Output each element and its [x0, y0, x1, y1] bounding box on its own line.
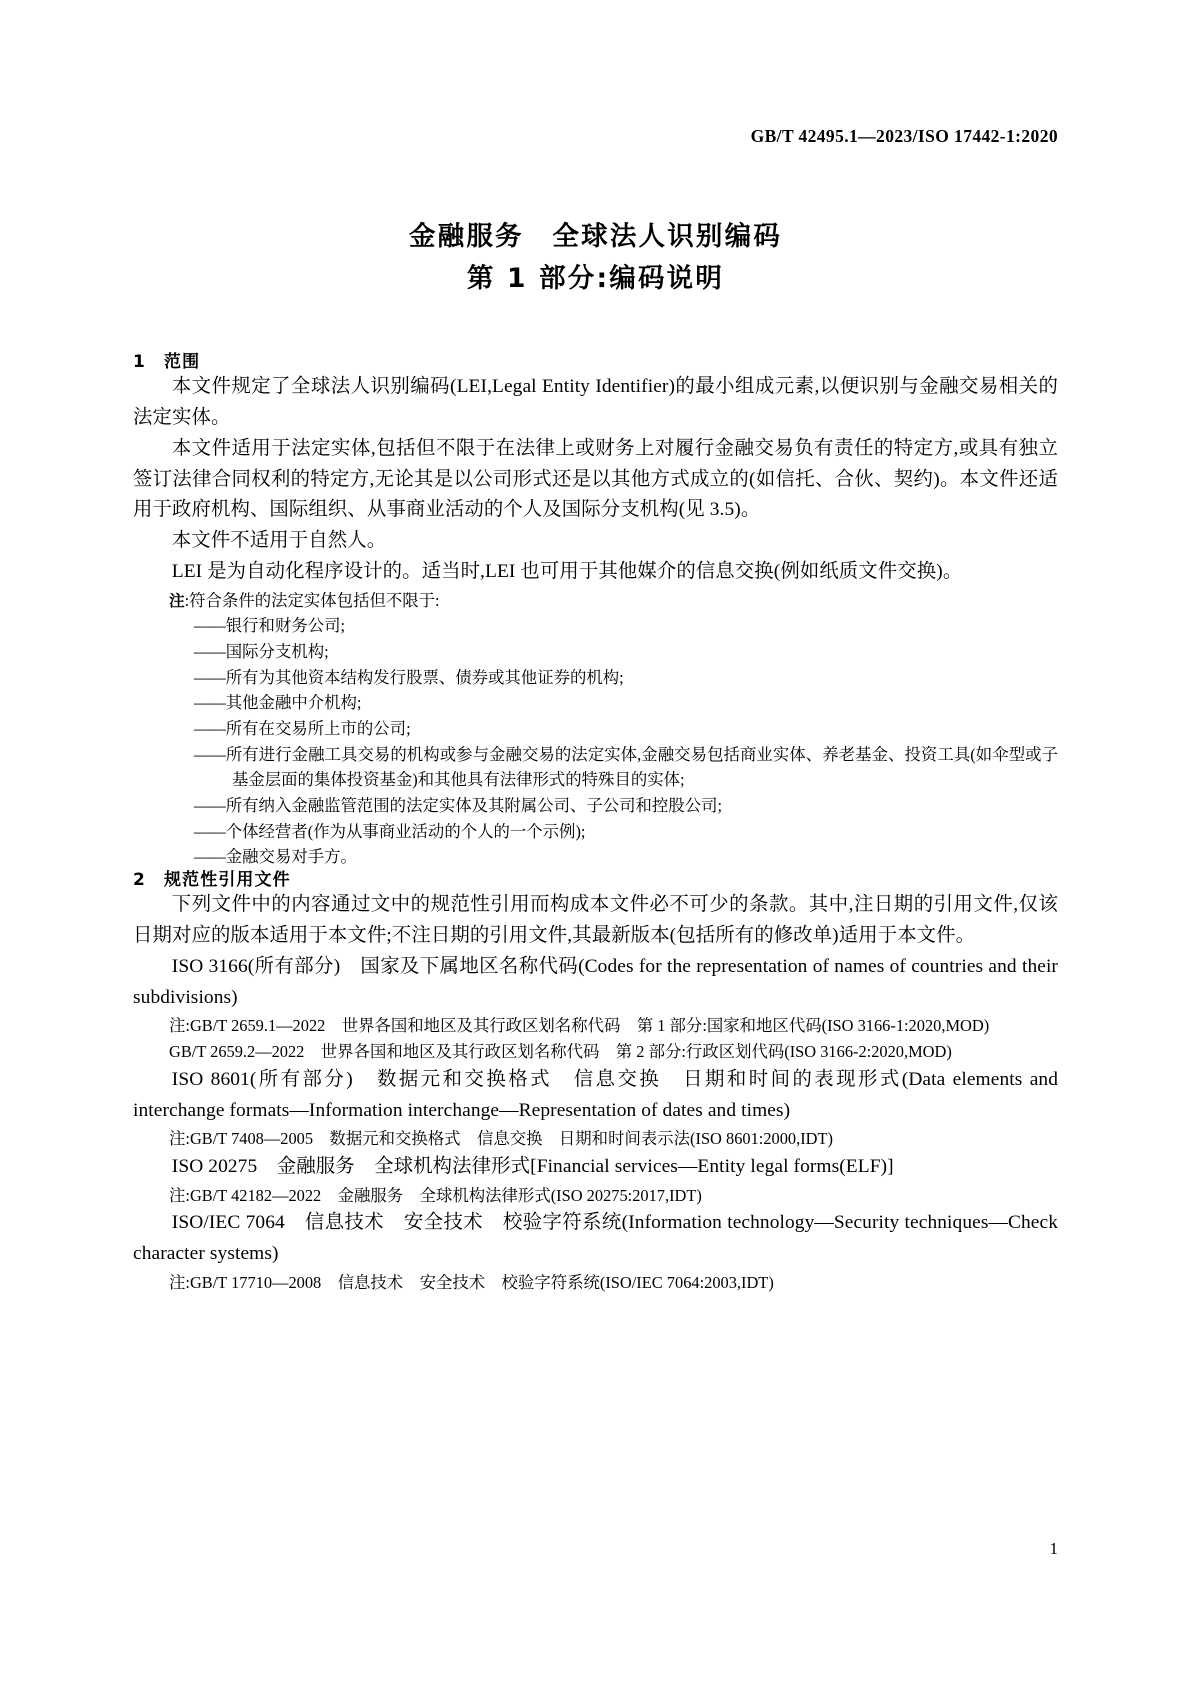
em-dash-marker: ——	[194, 641, 225, 661]
em-dash-marker: ——	[194, 616, 225, 636]
document-title-part: 第 1 部分:编码说明	[466, 262, 725, 294]
note-colon: :	[184, 590, 190, 610]
clause-1-note-list	[133, 613, 1058, 870]
note-label: 注	[169, 1016, 186, 1036]
normative-reference-note-text: GB/T 7408—2005 数据元和交换格式 信息交换 日期和时间表示法(ISO 8601:2000,IDT)	[189, 1129, 833, 1149]
clause-1-paragraph-4: LEI 是为自动化程序设计的。适当时,LEI 也可用于其他媒介的信息交换(例如纸质文件交换)。	[171, 560, 963, 582]
normative-reference-note	[133, 1270, 1058, 1296]
note-colon: :	[185, 1016, 190, 1036]
em-dash-marker: ——	[194, 821, 225, 841]
clause-1-note-lead-text: 符合条件的法定实体包括但不限于:	[189, 590, 440, 610]
normative-reference-note	[133, 1013, 1058, 1039]
list-item	[133, 639, 1058, 665]
list-item	[133, 742, 1058, 793]
list-item-text: 个体经营者(作为从事商业活动的个人的一个示例);	[225, 821, 586, 841]
normative-reference-note-text: GB/T 17710—2008 信息技术 安全技术 校验字符系统(ISO/IEC 7064:2003,IDT)	[189, 1272, 774, 1292]
list-item-text: 国际分支机构;	[225, 641, 329, 661]
normative-reference-note-text: GB/T 2659.1—2022 世界各国和地区及其行政区划名称代码 第 1 部分:国家和地区代码(ISO 3166-1:2020,MOD)	[189, 1016, 990, 1036]
clause-2-intro-paragraph: 下列文件中的内容通过文中的规范性引用而构成本文件必不可少的条款。其中,注日期的引用文件,仅该日期对应的版本适用于本文件;不注日期的引用文件,其最新版本(包括所有的修改单)适用于本文件。	[133, 894, 1058, 947]
document-title-main: 金融服务 全球法人识别编码	[408, 221, 783, 252]
em-dash-marker: ——	[194, 847, 225, 867]
note-label: 注	[169, 591, 185, 610]
document-title-block	[0, 216, 1191, 300]
list-item	[133, 793, 1058, 819]
note-colon: :	[185, 1185, 190, 1205]
normative-reference-entry: ISO 3166(所有部分) 国家及下属地区名称代码(Codes for the representation of names of countries and their subdivisions)	[133, 955, 1058, 1008]
list-item	[133, 844, 1058, 870]
normative-reference-note	[133, 1126, 1058, 1152]
list-item-text: 所有纳入金融监管范围的法定实体及其附属公司、子公司和控股公司;	[225, 796, 723, 816]
em-dash-marker: ——	[194, 719, 225, 738]
list-item-text: 所有进行金融工具交易的机构或参与金融交易的法定实体,金融交易包括商业实体、养老基金、投资工具(如伞型或子基金层面的集体投资基金)和其他具有法律形式的特殊目的实体;	[225, 744, 1058, 790]
list-item	[133, 665, 1058, 691]
normative-reference-note	[133, 1039, 1058, 1065]
list-item-text: 所有在交易所上市的公司;	[225, 719, 411, 738]
list-item	[133, 716, 1058, 742]
normative-reference-entry: ISO 20275 金融服务 全球机构法律形式[Financial services—Entity legal forms(ELF)]	[171, 1155, 894, 1177]
note-label: 注	[169, 1129, 186, 1149]
clause-1-note-lead	[133, 588, 1058, 614]
document-body	[133, 352, 1058, 1296]
clause-1-note	[133, 588, 1058, 870]
list-item	[133, 613, 1058, 639]
normative-reference-note-text: GB/T 42182—2022 金融服务 全球机构法律形式(ISO 20275:2017,IDT)	[189, 1185, 702, 1205]
normative-reference-note	[133, 1183, 1058, 1209]
list-item-text: 金融交易对手方。	[225, 847, 357, 867]
clause-1-paragraph-3: 本文件不适用于自然人。	[171, 530, 387, 552]
list-item	[133, 819, 1058, 845]
list-item	[133, 690, 1058, 716]
clause-1-paragraph-1: 本文件规定了全球法人识别编码(LEI,Legal Entity Identifier)的最小组成元素,以便识别与金融交易相关的法定实体。	[133, 376, 1058, 429]
em-dash-marker: ——	[194, 796, 225, 816]
list-item-text: 所有为其他资本结构发行股票、债券或其他证券的机构;	[225, 667, 624, 687]
clause-2-heading: 2 规范性引用文件	[133, 870, 291, 891]
note-colon: :	[185, 1272, 190, 1292]
note-label: 注	[169, 1272, 186, 1292]
em-dash-marker: ——	[194, 744, 225, 764]
running-header-standard-ref: GB/T 42495.1—2023/ISO 17442-1:2020	[750, 126, 1058, 146]
em-dash-marker: ——	[194, 667, 225, 687]
note-label: 注	[169, 1185, 186, 1205]
normative-reference-note-text: GB/T 2659.2—2022 世界各国和地区及其行政区划名称代码 第 2 部分:行政区划代码(ISO 3166-2:2020,MOD)	[169, 1042, 952, 1062]
note-colon: :	[185, 1129, 190, 1149]
normative-reference-entry: ISO 8601(所有部分) 数据元和交换格式 信息交换 日期和时间的表现形式(Data elements and interchange formats—Information interchange—Representation of dates and times)	[133, 1068, 1058, 1121]
normative-reference-entry: ISO/IEC 7064 信息技术 安全技术 校验字符系统(Information technology—Security techniques—Check character systems)	[133, 1212, 1058, 1265]
list-item-text: 银行和财务公司;	[225, 616, 346, 636]
em-dash-marker: ——	[194, 693, 225, 713]
clause-1-heading: 1 范围	[133, 352, 201, 372]
clause-1-paragraph-2: 本文件适用于法定实体,包括但不限于在法律上或财务上对履行金融交易负有责任的特定方,或具有独立签订法律合同权利的特定方,无论其是以公司形式还是以其他方式成立的(如信托、合伙、契约)。本文件还适用于政府机构、国际组织、从事商业活动的个人及国际分支机构(见 3.5)。	[133, 437, 1058, 521]
list-item-text: 其他金融中介机构;	[225, 693, 362, 713]
page-number: 1	[1049, 1539, 1058, 1558]
